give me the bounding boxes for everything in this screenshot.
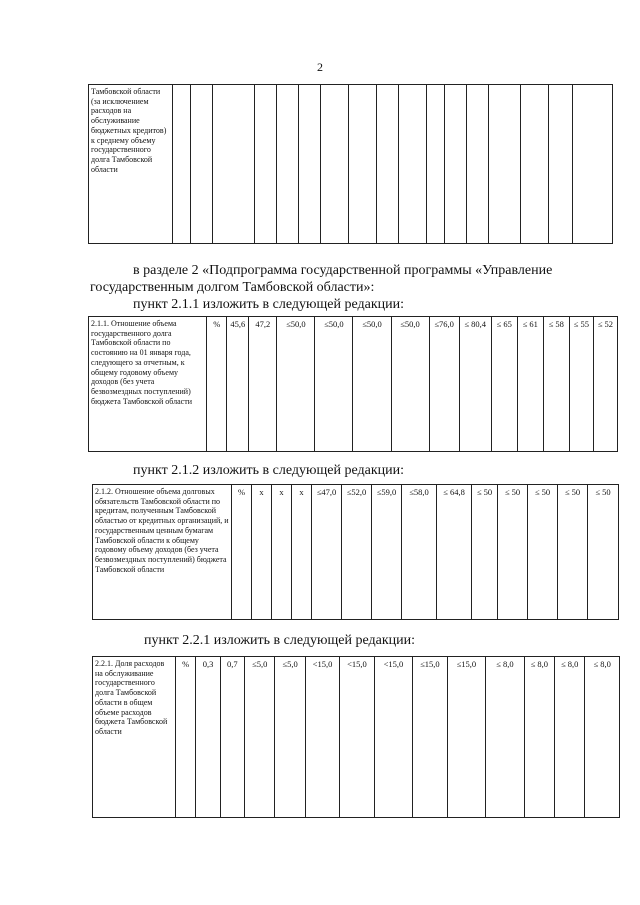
value-cell [321,85,349,244]
value-cell: ≤58,0 [402,485,437,620]
value-cell: ≤ 61 [517,317,543,452]
value-cell: ≤50,0 [391,317,429,452]
value-cell: ≤ 58 [543,317,569,452]
value-cell: ≤ 52 [593,317,617,452]
value-cell: ≤ 80,4 [459,317,491,452]
value-cell: ≤50,0 [315,317,353,452]
indicator-table-2-1-1 [88,316,618,452]
value-cell [573,85,613,244]
indicator-label: 2.1.2. Отношение объема долговых обязательств Тамбовской области по кредитам, полученным Тамбовской областью от кредитных организаций, и государственным ценным бумагам Тамбовской области к общему годовому объему доходов (без учета безвозмездных поступлений) бюджета Тамбовской области [93,485,232,620]
value-cell: ≤50,0 [353,317,391,452]
value-cell [427,85,445,244]
value-cell: 45,6 [227,317,249,452]
value-cell: ≤50,0 [277,317,315,452]
value-cell [549,85,573,244]
value-cell [191,85,213,244]
value-cell: ≤52,0 [342,485,372,620]
unit-cell: % [207,317,227,452]
value-cell: 47,2 [249,317,277,452]
value-cell: x [292,485,312,620]
value-cell: ≤ 8,0 [585,657,620,818]
indicator-table-continued [88,84,613,244]
value-cell: ≤ 50 [472,485,498,620]
unit-cell: % [232,485,252,620]
value-cell [277,85,299,244]
indicator-label: Тамбовской области (за исключением расходов на обслуживание бюджетных кредитов) к среднему объему государственного долга Тамбовской области [89,85,173,244]
intro-line-1: в разделе 2 «Подпрограмма государственной программы «Управление [133,263,553,278]
value-cell: ≤47,0 [312,485,342,620]
value-cell [255,85,277,244]
section-heading: пункт 2.2.1 изложить в следующей редакции: [144,633,415,648]
value-cell [399,85,427,244]
value-cell: <15,0 [374,657,413,818]
value-cell: ≤ 65 [491,317,517,452]
value-cell [489,85,521,244]
section-heading: пункт 2.1.1 изложить в следующей редакции: [133,297,404,312]
value-cell: ≤ 50 [558,485,588,620]
table-row [93,485,619,620]
value-cell: ≤ 8,0 [555,657,585,818]
value-cell: ≤ 64,8 [437,485,472,620]
value-cell: ≤ 50 [528,485,558,620]
value-cell: <15,0 [305,657,339,818]
value-cell [377,85,399,244]
intro-line-2: государственным долгом Тамбовской области»: [90,280,375,295]
value-cell: <15,0 [340,657,374,818]
value-cell: ≤ 55 [569,317,593,452]
value-cell: ≤76,0 [429,317,459,452]
indicator-label: 2.1.1. Отношение объема государственного долга Тамбовской области по состоянию на 01 января года, следующего за отчетным, к общему годовому объему доходов (без учета безвозмездных поступлений) бюджета Тамбовской области [89,317,207,452]
value-cell [299,85,321,244]
value-cell [467,85,489,244]
value-cell [173,85,191,244]
value-cell: ≤ 8,0 [486,657,525,818]
indicator-label: 2.2.1. Доля расходов на обслуживание государственного долга Тамбовской области в общем объеме расходов бюджета Тамбовской области [93,657,176,818]
value-cell: ≤ 50 [588,485,619,620]
value-cell [213,85,255,244]
value-cell [521,85,549,244]
value-cell: ≤5,0 [244,657,274,818]
value-cell: x [272,485,292,620]
indicator-table-2-1-2 [92,484,619,620]
table-row [93,657,620,818]
value-cell: ≤15,0 [413,657,447,818]
unit-cell: % [176,657,196,818]
value-cell: x [252,485,272,620]
page-number: 2 [317,60,323,74]
value-cell: ≤5,0 [275,657,305,818]
table-row [89,85,613,244]
table-row [89,317,618,452]
section-heading: пункт 2.1.2 изложить в следующей редакции: [133,463,404,478]
value-cell [349,85,377,244]
value-cell: ≤ 50 [498,485,528,620]
value-cell: ≤ 8,0 [524,657,554,818]
value-cell [445,85,467,244]
indicator-table-2-2-1 [92,656,620,818]
value-cell: 0,7 [220,657,244,818]
value-cell: ≤15,0 [447,657,486,818]
value-cell: 0,3 [196,657,220,818]
value-cell: ≤59,0 [372,485,402,620]
